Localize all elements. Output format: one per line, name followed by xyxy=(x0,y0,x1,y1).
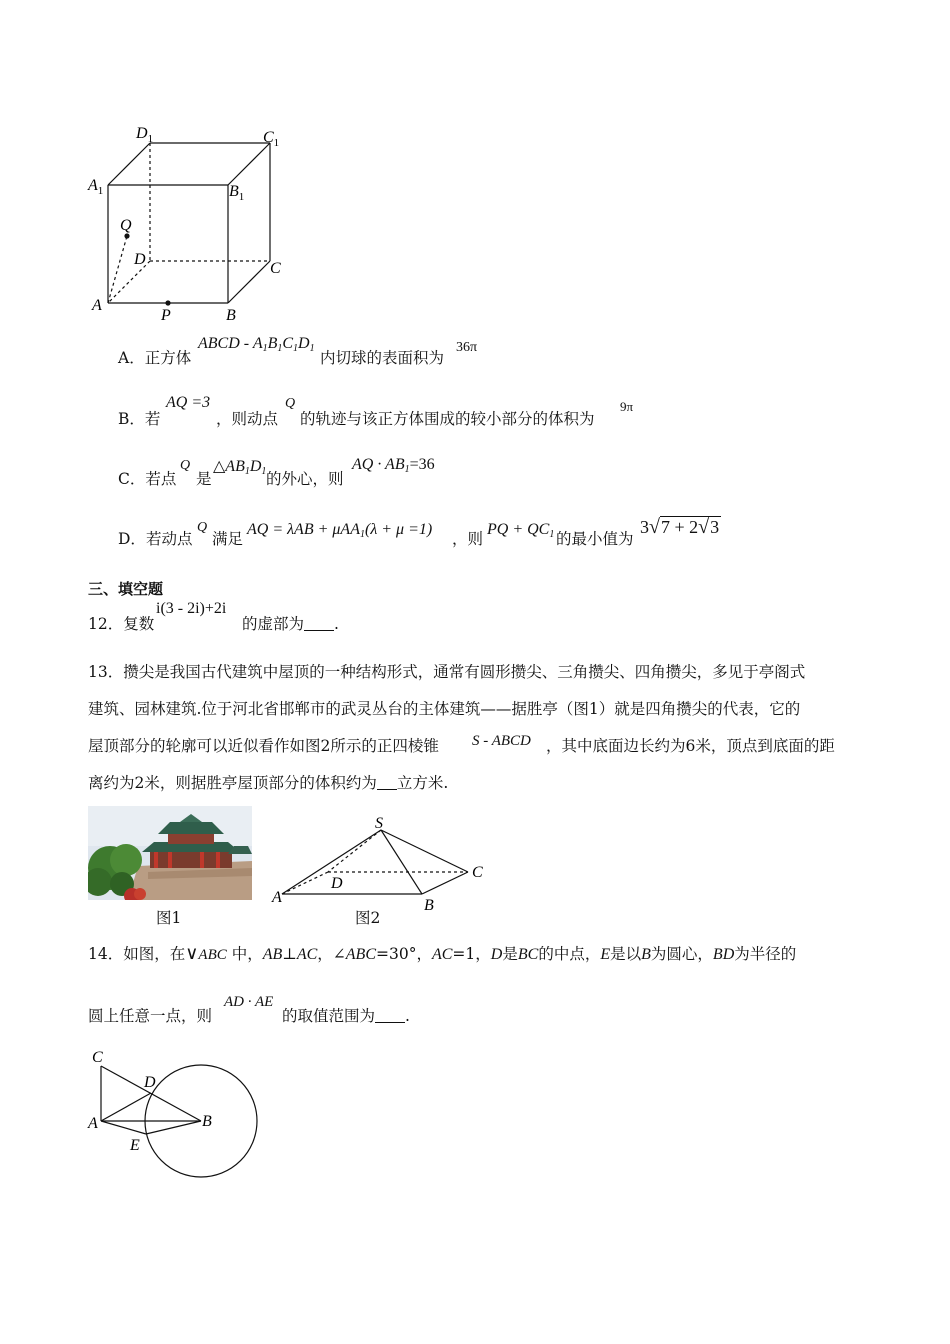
q11-option-c xyxy=(118,469,176,489)
pyramid-figure xyxy=(268,812,498,912)
option-a-value: 36π xyxy=(456,340,478,355)
q14-answer-blank[interactable] xyxy=(375,1008,405,1023)
option-d-pre: 若动点 xyxy=(145,530,193,548)
point-Q xyxy=(124,233,129,238)
circle-figure xyxy=(84,1044,274,1184)
q14-line1: 14．如图，在∨ABC 中，AB⊥AC，∠ABC=30°，AC=1，D是BC的中点，E是以B为圆心，BD为半径的 xyxy=(88,943,797,963)
label-B: B xyxy=(226,307,236,324)
option-c-pre: 若点 xyxy=(145,470,177,488)
q12-post: 的虚部为 . xyxy=(242,615,339,633)
option-b-label: B． xyxy=(118,410,145,428)
q13-line4: 离约为2米，则据胜亭屋顶部分的体积约为 立方米. xyxy=(88,774,449,792)
pyramid-label-b: B xyxy=(424,897,434,912)
option-c-q: Q xyxy=(180,458,191,473)
option-b-q: Q xyxy=(285,396,296,411)
circle-label-d: D xyxy=(144,1074,156,1091)
pyramid-label-c: C xyxy=(472,864,483,881)
edge-B1C1 xyxy=(228,143,270,185)
label-C: C xyxy=(270,260,281,277)
edge-A1D1 xyxy=(108,143,150,185)
pavilion-photo xyxy=(88,806,252,900)
svg-text:B1: $B_1$ xyxy=(229,183,245,203)
option-c-dot-product: AQ · $AB_1=36$ xyxy=(352,456,435,475)
cube-figure xyxy=(80,118,300,328)
option-c-label: C． xyxy=(118,470,146,488)
option-d-condition: AQ = λAB + μAA$_1$(λ + μ =1) xyxy=(247,521,433,540)
pyramid-label-d: D xyxy=(331,875,343,892)
q13-line3-post: ，其中底面边长约为6米，顶点到底面的距 xyxy=(546,737,835,755)
option-d-answer: 3√7 + 2√3 xyxy=(640,516,720,538)
q12-answer-blank[interactable] xyxy=(304,616,334,631)
option-d-post2: 的最小值为 xyxy=(556,530,634,548)
q11-option-a xyxy=(118,348,191,368)
option-d-q: Q xyxy=(197,520,208,535)
q14-dot-product: AD · AE xyxy=(224,994,274,1010)
svg-text:D1: $D_1$ xyxy=(136,125,154,145)
label-C1: C xyxy=(263,129,274,146)
svg-text:A1: $A_1$ xyxy=(88,177,104,197)
svg-text:C1: $C_1$ xyxy=(263,129,280,149)
circle-label-e: E xyxy=(130,1137,140,1154)
option-d-mid: 满足 xyxy=(212,530,244,548)
q13-pyramid-name: S - ABCD xyxy=(472,733,531,749)
figure2-caption: 图2 xyxy=(355,909,381,927)
option-d-sum: PQ + $QC_1$ xyxy=(487,521,555,540)
label-P: P xyxy=(161,307,171,324)
option-b-post: 的轨迹与该正方体围成的较小部分的体积为 xyxy=(300,410,595,428)
q13-line1: 13．攒尖是我国古代建筑中屋顶的一种结构形式，通常有圆形攒尖、三角攒尖、四角攒尖，多见于亭阁式 xyxy=(88,663,806,681)
q14-line2-post: 的取值范围为 . xyxy=(282,1007,410,1025)
option-c-post: 的外心，则 xyxy=(266,470,344,488)
option-a-post: 内切球的表面积为 xyxy=(320,349,445,367)
option-b-value: 9π xyxy=(620,399,634,414)
option-c-mid: 是 xyxy=(196,470,212,488)
circle-label-c: C xyxy=(92,1049,103,1066)
segment-AQ xyxy=(108,236,127,303)
q11-option-d xyxy=(118,529,192,549)
option-d-label: D． xyxy=(118,530,146,548)
q14-line2-pre: 圆上任意一点，则 xyxy=(88,1007,213,1025)
circle-label-b: B xyxy=(202,1113,212,1130)
option-a-cube-name: ABCD - $A_1B_1C_1D_1$ xyxy=(198,335,315,354)
option-b-pre: 若 xyxy=(144,410,161,428)
q12-number: 12．复数 xyxy=(88,615,155,633)
option-c-triangle: $\triangle AB_1D_1$ xyxy=(213,458,267,477)
label-A: A xyxy=(92,297,102,314)
point-P xyxy=(165,300,170,305)
label-D: D xyxy=(134,251,146,268)
option-a-label: A． xyxy=(118,349,145,367)
edge-BC xyxy=(228,261,270,303)
circle-label-a: A xyxy=(88,1115,98,1132)
option-b-aq: AQ =3 xyxy=(166,394,211,411)
option-b-mid: ，则动点 xyxy=(216,410,279,428)
label-D1: D xyxy=(136,125,148,142)
option-d-post: ，则 xyxy=(452,530,484,548)
label-B1: B xyxy=(229,183,239,200)
label-A1: A xyxy=(88,177,98,194)
pyramid-label-s: S xyxy=(375,815,383,832)
option-a-pre: 正方体 xyxy=(144,349,192,367)
q13-line2: 建筑、园林建筑.位于河北省邯郸市的武灵丛台的主体建筑——据胜亭（图1）就是四角攒尖的代表，它的 xyxy=(88,700,801,718)
q13-line3-pre: 屋顶部分的轮廓可以近似看作如图2所示的正四棱锥 xyxy=(88,737,439,755)
q13-answer-blank[interactable] xyxy=(377,775,397,790)
q12-expression: i(3 - 2i)+2i xyxy=(156,600,227,617)
label-Q: Q xyxy=(120,217,132,234)
q11-option-b xyxy=(118,409,160,429)
figure1-caption: 图1 xyxy=(156,909,182,927)
pyramid-label-a: A xyxy=(272,889,282,906)
section-title: 三、填空题 xyxy=(88,580,164,598)
